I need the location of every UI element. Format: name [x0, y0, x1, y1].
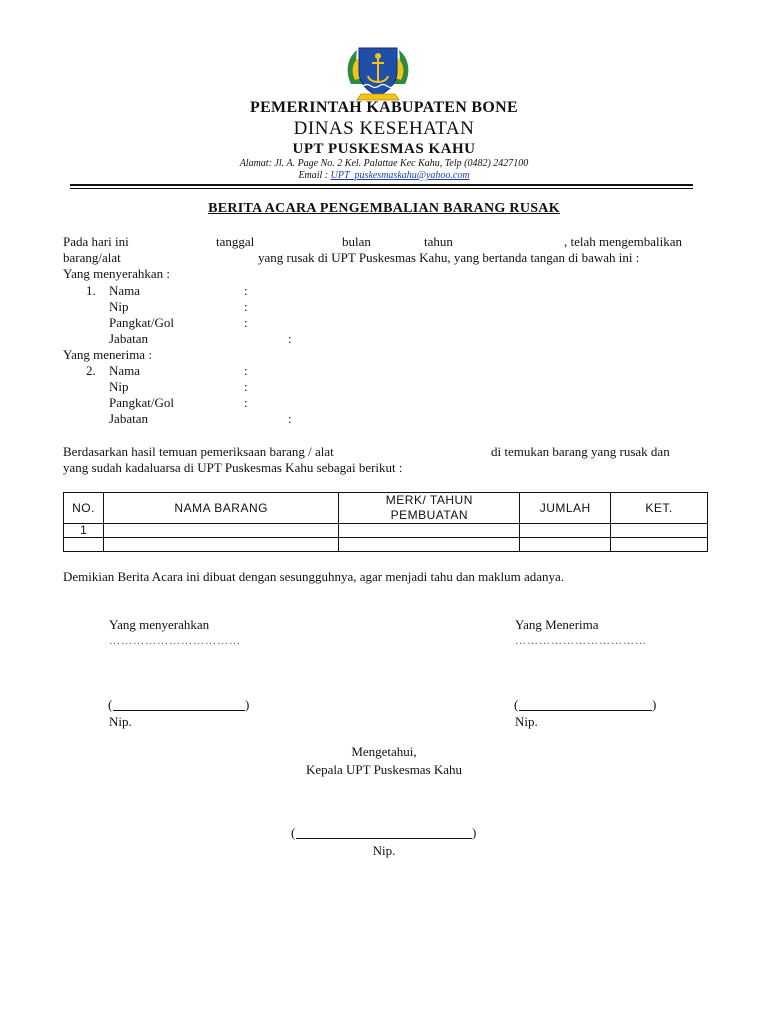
table-cell — [64, 538, 104, 552]
table-cell — [520, 524, 611, 538]
table-cell: 1 — [64, 524, 104, 538]
table-row — [64, 524, 708, 538]
signature-right-line — [519, 710, 652, 711]
signature-left-nip: Nip. — [109, 714, 132, 729]
party1-jabatan-colon: : — [288, 331, 292, 346]
party1-pangkat-colon: : — [244, 315, 248, 330]
email-label: Email : — [298, 170, 329, 181]
party1-jabatan-label: Jabatan — [109, 331, 148, 346]
intro-tahun: tahun — [424, 234, 453, 249]
intro-barang-alat: barang/alat — [63, 250, 121, 265]
header-divider-thin — [70, 188, 693, 189]
party2-jabatan-colon: : — [288, 411, 292, 426]
intro-tanggal: tanggal — [216, 234, 255, 249]
signature-right-paren-close: ) — [652, 697, 657, 712]
items-table — [63, 492, 708, 552]
party1-nip-label: Nip — [109, 299, 129, 314]
signature-right-dots: …………………………… — [515, 635, 647, 647]
signature-left-label: Yang menyerahkan — [109, 617, 210, 632]
party2-nip-colon: : — [244, 379, 248, 394]
party2-jabatan-label: Jabatan — [109, 411, 148, 426]
document-title: BERITA ACARA PENGEMBALIAN BARANG RUSAK — [208, 201, 560, 216]
party2-heading: Yang menerima : — [63, 347, 152, 362]
table-cell — [103, 524, 338, 538]
email-link[interactable]: UPT_puskesmaskahu@yahoo.com — [330, 170, 470, 181]
party1-nama-colon: : — [244, 283, 248, 298]
intro-pada-hari-ini: Pada hari ini — [63, 234, 129, 249]
acknowledgement-title: Kepala UPT Puskesmas Kahu — [305, 762, 463, 777]
party2-nip-label: Nip — [109, 379, 129, 394]
header-agency: DINAS KESEHATAN — [293, 118, 475, 139]
signature-head-paren-open: ( — [291, 825, 296, 840]
signature-left-paren-open: ( — [108, 697, 113, 712]
party1-number: 1. — [86, 283, 96, 298]
table-cell — [339, 524, 520, 538]
signature-head-nip: Nip. — [372, 843, 396, 858]
header-address: Alamat: Jl. A. Page No. 2 Kel. Palattae Kec Kahu, Telp (0482) 2427100 — [239, 158, 529, 169]
findings-line2: yang sudah kadaluarsa di UPT Puskesmas Kahu sebagai berikut : — [63, 460, 403, 475]
signature-left-dots: …………………………… — [109, 635, 241, 647]
signature-head-line — [296, 838, 472, 839]
intro-bulan: bulan — [342, 234, 371, 249]
column-header-no: NO. — [64, 493, 104, 524]
header-government: PEMERINTAH KABUPATEN BONE — [250, 99, 518, 116]
table-header-row — [64, 493, 708, 524]
party2-pangkat-label: Pangkat/Gol — [109, 395, 174, 410]
findings-part2: di temukan barang yang rusak dan — [491, 444, 670, 459]
table-cell — [339, 538, 520, 552]
party2-number: 2. — [86, 363, 96, 378]
intro-telah: , telah mengembalikan — [564, 234, 683, 249]
party1-nip-colon: : — [244, 299, 248, 314]
column-header-merk-tahun: MERK/ TAHUN PEMBUATAN — [339, 493, 520, 524]
signature-head-paren-close: ) — [472, 825, 477, 840]
closing-statement: Demikian Berita Acara ini dibuat dengan sesungguhnya, agar menjadi tahu dan maklum adanya. — [63, 569, 565, 584]
bone-regency-emblem-icon — [343, 42, 413, 104]
table-row — [64, 538, 708, 552]
signature-right-nip: Nip. — [515, 714, 538, 729]
table-cell — [520, 538, 611, 552]
signature-left-paren-close: ) — [245, 697, 250, 712]
party2-nama-colon: : — [244, 363, 248, 378]
header-email-line — [0, 170, 768, 181]
signature-right-label: Yang Menerima — [515, 617, 599, 632]
party1-heading: Yang menyerahkan : — [63, 266, 170, 281]
signature-left-line — [113, 710, 245, 711]
header-divider — [70, 184, 693, 186]
intro-yang-rusak: yang rusak di UPT Puskesmas Kahu, yang bertanda tangan di bawah ini : — [258, 250, 640, 265]
table-cell — [611, 524, 708, 538]
column-header-nama-barang: NAMA BARANG — [103, 493, 338, 524]
header-unit: UPT PUSKESMAS KAHU — [292, 141, 476, 157]
findings-part1: Berdasarkan hasil temuan pemeriksaan barang / alat — [63, 444, 334, 459]
party2-pangkat-colon: : — [244, 395, 248, 410]
table-cell — [611, 538, 708, 552]
party2-nama-label: Nama — [109, 363, 141, 378]
column-header-jumlah: JUMLAH — [520, 493, 611, 524]
column-header-ket: KET. — [611, 493, 708, 524]
acknowledgement-label: Mengetahui, — [351, 744, 417, 759]
party1-pangkat-label: Pangkat/Gol — [109, 315, 174, 330]
party1-nama-label: Nama — [109, 283, 141, 298]
table-cell — [103, 538, 338, 552]
signature-right-paren-open: ( — [514, 697, 519, 712]
